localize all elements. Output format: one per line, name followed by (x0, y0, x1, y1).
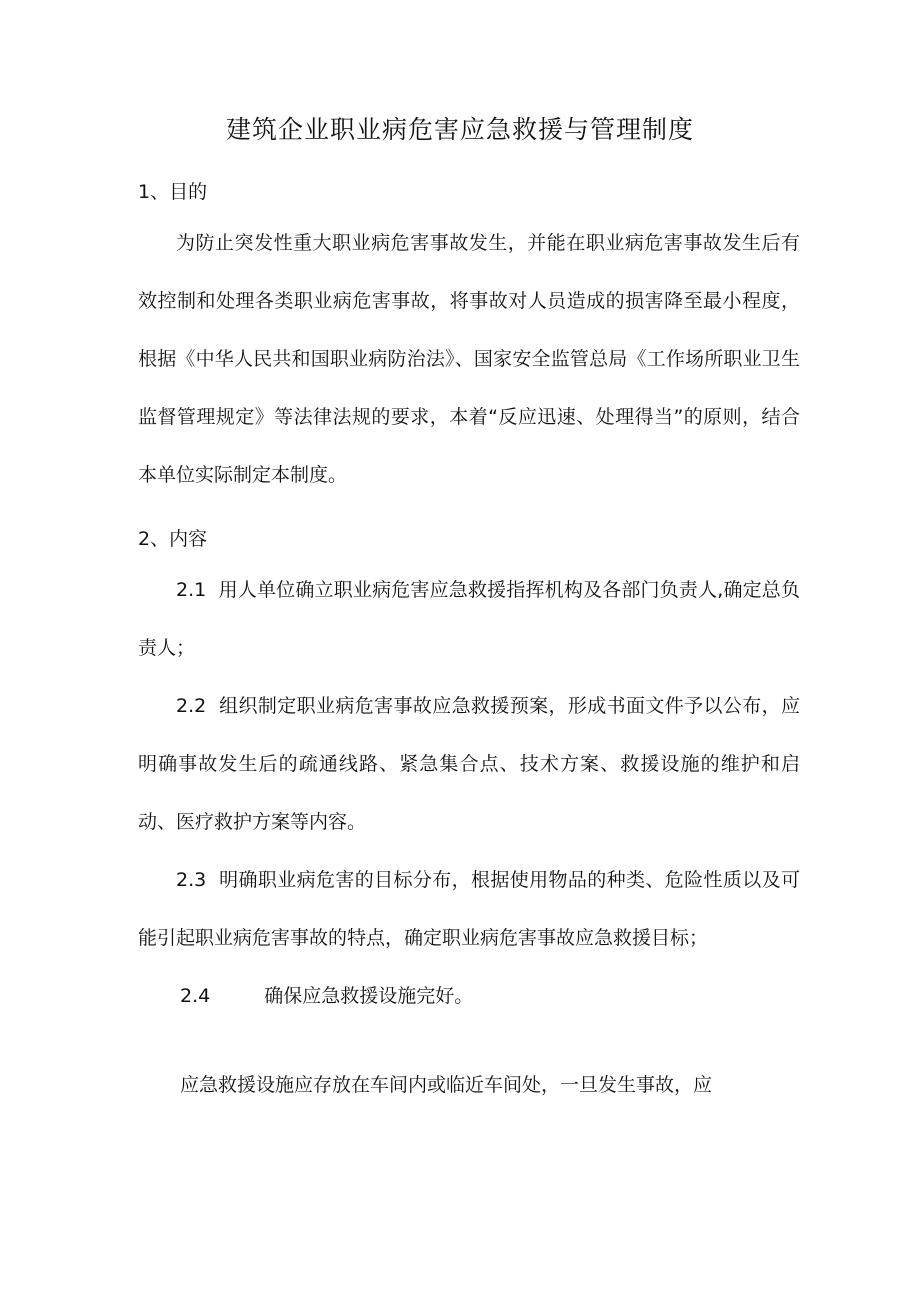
content-item-2-1 (138, 561, 800, 677)
content-item-2-3 (138, 851, 800, 967)
item-text: 确保应急救援设施完好。 (264, 985, 474, 1007)
purpose-paragraph: 为防止突发性重大职业病危害事故发生，并能在职业病危害事故发生后有效控制和处理各类职业病危害事故，将事故对人员造成的损害降至最小程度，根据《中华人民共和国职业病防治法》、国家安全监管总局《工作场所职业卫生监督管理规定》等法律法规的要求，本着“反应迅速、处理得当”的原则，结合本单位实际制定本制度。 (138, 232, 800, 486)
item-text: 明确职业病危害的目标分布，根据使用物品的种类、危险性质以及可能引起职业病危害事故的特点，确定职业病危害事故应急救援目标； (138, 869, 800, 949)
item-number: 2.2 (176, 695, 207, 717)
item-text: 用人单位确立职业病危害应急救援指挥机构及各部门负责人,确定总负责人； (138, 579, 800, 659)
trailing-paragraph: 应急救援设施应存放在车间内或临近车间处，一旦发生事故，应 (180, 1074, 713, 1096)
item-number: 2.3 (176, 869, 207, 891)
item-text: 组织制定职业病危害事故应急救援预案，形成书面文件予以公布，应明确事故发生后的疏通线路、紧急集合点、技术方案、救援设施的维护和启动、医疗救护方案等内容。 (138, 695, 800, 833)
document-title: 建筑企业职业病危害应急救援与管理制度 (225, 115, 694, 144)
content-item-2-2 (138, 677, 800, 851)
item-number: 2.1 (176, 579, 207, 601)
content-item-2-4 (180, 982, 842, 1010)
section-heading-purpose: 1、目的 (138, 181, 208, 203)
section-heading-content: 2、内容 (138, 528, 208, 550)
item-number: 2.4 (180, 985, 211, 1007)
